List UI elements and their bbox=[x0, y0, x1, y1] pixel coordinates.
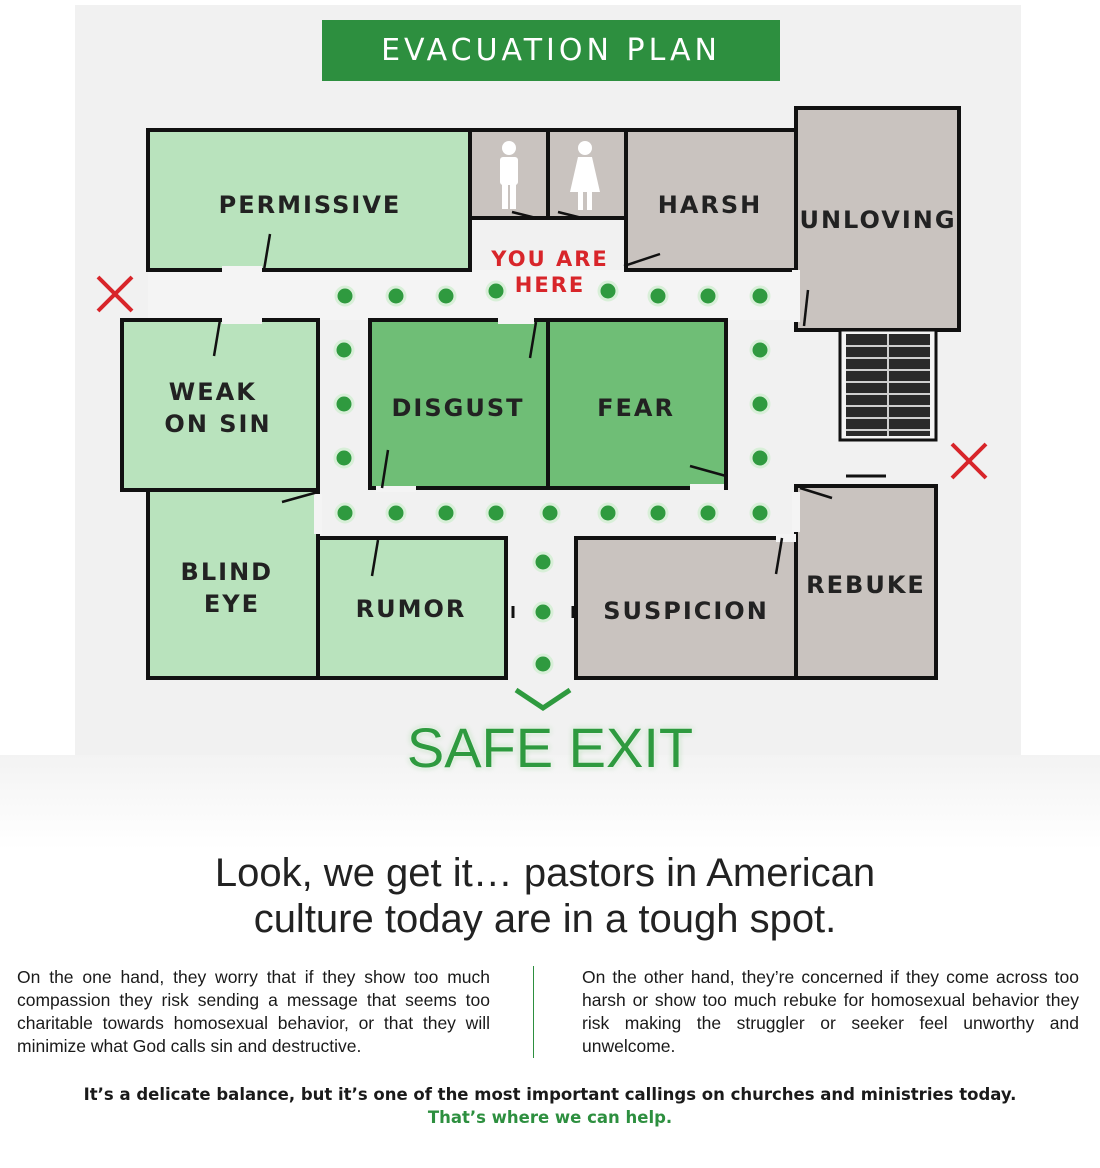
stairs-icon bbox=[840, 330, 936, 476]
headline-line-1: Look, we get it… pastors in American bbox=[214, 851, 876, 895]
left-paragraph: On the one hand, they worry that if they show too much compassion they risk sending a message that seems too charitable towards homosexual behavior, or that they will minimize what God calls sin and destructive. bbox=[17, 967, 490, 1056]
blocked-x-icon bbox=[952, 444, 986, 478]
room-label-weak-on-sin: WEAK ON SIN bbox=[164, 378, 272, 438]
room-label-rumor: RUMOR bbox=[355, 595, 467, 623]
closing-statement bbox=[50, 1083, 1050, 1129]
headline-line-2: culture today are in a tough spot. bbox=[253, 897, 837, 941]
blocked-x-icon bbox=[98, 277, 132, 311]
page-title: EVACUATION PLAN bbox=[322, 20, 780, 81]
room-label-suspicion: SUSPICION bbox=[603, 597, 769, 625]
column-divider bbox=[533, 966, 534, 1058]
room-label-fear: FEAR bbox=[597, 394, 675, 422]
room-label-rebuke: REBUKE bbox=[806, 571, 926, 599]
room-label-blind-eye: BLIND EYE bbox=[180, 558, 274, 618]
exit-chevron-icon bbox=[516, 690, 570, 708]
right-paragraph: On the other hand, they’re concerned if they come across too harsh or show too much rebuke for homosexual behavior they risk making the struggler or seeker feel unworthy and unwelcome. bbox=[582, 967, 1079, 1056]
closing-statement-text: It’s a delicate balance, but it’s one of the most important callings on churches and ministries today. bbox=[83, 1085, 1017, 1104]
safe-exit-label: SAFE EXIT bbox=[406, 716, 694, 779]
headline bbox=[100, 850, 990, 942]
room-label-disgust: DISGUST bbox=[391, 394, 525, 422]
room-label-permissive: PERMISSIVE bbox=[218, 191, 402, 219]
you-are-here-line-1: YOU ARE bbox=[491, 247, 609, 271]
room-label-harsh: HARSH bbox=[657, 191, 763, 219]
room-label-unloving: UNLOVING bbox=[799, 206, 957, 234]
you-are-here-marker bbox=[490, 246, 610, 298]
help-tagline: That’s where we can help. bbox=[427, 1108, 673, 1127]
you-are-here-line-2: HERE bbox=[514, 273, 586, 297]
